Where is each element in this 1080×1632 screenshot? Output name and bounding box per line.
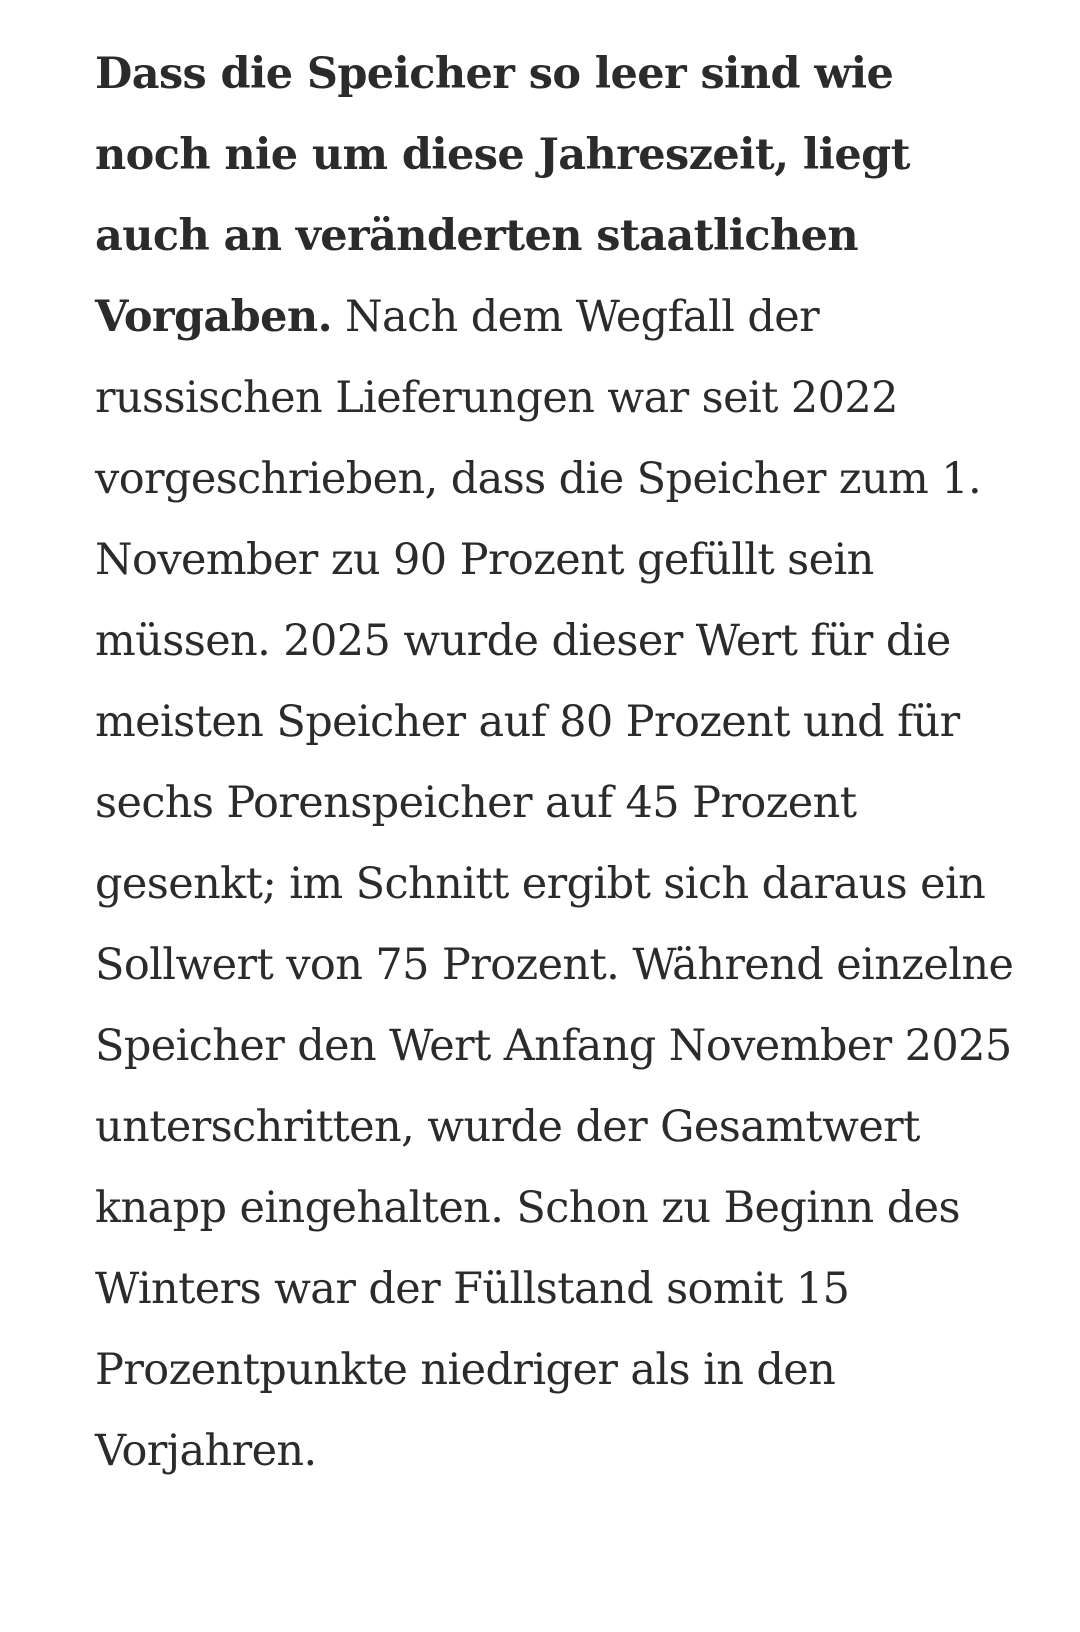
article-paragraph (95, 34, 1020, 1492)
paragraph-lead-bold: Dass die Speicher so leer sind wie noch nie um diese Jahreszeit, liegt auch an veränderten staatlichen Vorgaben. (95, 49, 910, 342)
paragraph-body-text: Nach dem Wegfall der russischen Lieferungen war seit 2022 vorgeschrieben, dass die Speicher zum 1. November zu 90 Prozent gefüllt sein müssen. 2025 wurde dieser Wert für die meisten Speicher auf 80 Prozent und für sechs Porenspeicher auf 45 Prozent gesenkt; im Schnitt ergibt sich daraus ein Sollwert von 75 Prozent. Während einzelne Speicher den Wert Anfang November 2025 unterschritten, wurde der Gesamtwert knapp eingehalten. Schon zu Beginn des Winters war der Füllstand somit 15 Prozentpunkte niedriger als in den Vorjahren. (95, 292, 1014, 1476)
